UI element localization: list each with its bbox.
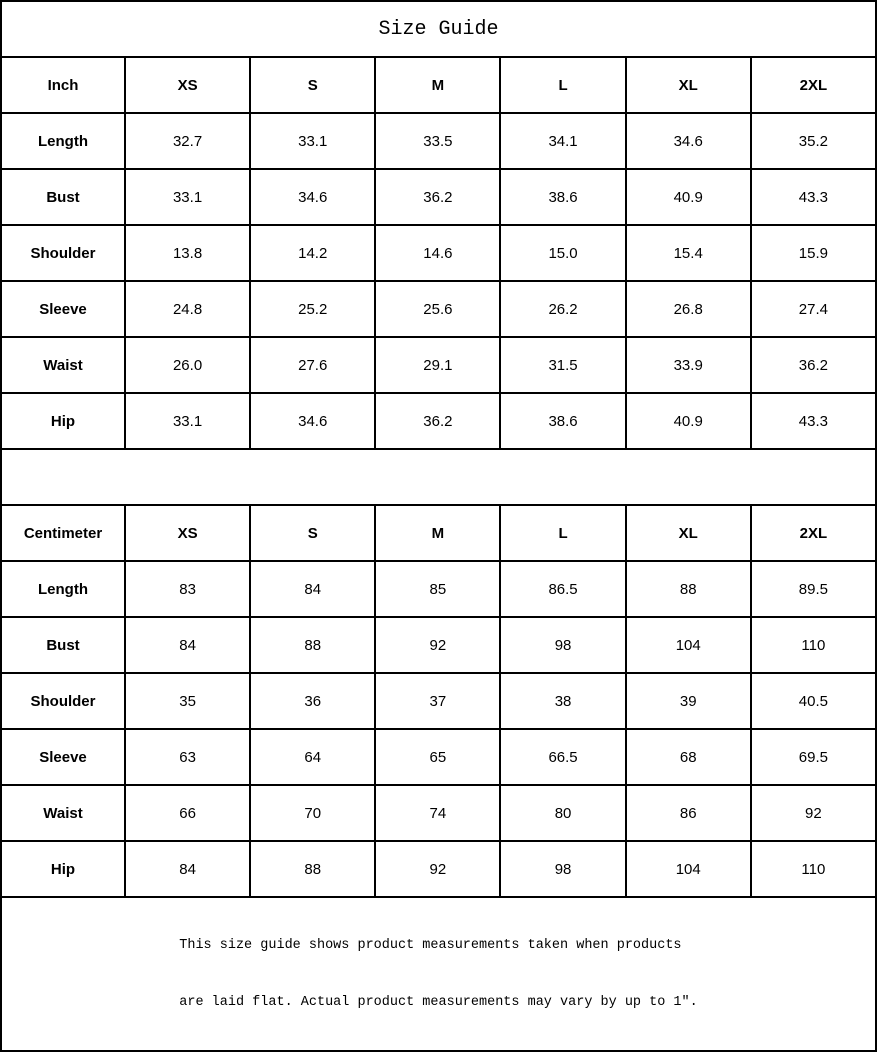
row-label-waist: Waist xyxy=(1,785,125,841)
table-row xyxy=(1,841,876,897)
footer-row xyxy=(1,897,876,1051)
table-row xyxy=(1,169,876,225)
table-cell: 34.6 xyxy=(626,113,751,169)
row-label-shoulder: Shoulder xyxy=(1,225,125,281)
table-cell: 92 xyxy=(375,617,500,673)
table-cell: 69.5 xyxy=(751,729,876,785)
table-cell: 110 xyxy=(751,617,876,673)
centimeter-header-row xyxy=(1,505,876,561)
table-row xyxy=(1,617,876,673)
table-cell: 83 xyxy=(125,561,250,617)
table-cell: 88 xyxy=(250,617,375,673)
table-cell: 86 xyxy=(626,785,751,841)
table-cell: 32.7 xyxy=(125,113,250,169)
table-cell: 74 xyxy=(375,785,500,841)
row-label-length: Length xyxy=(1,113,125,169)
inch-unit-label: Inch xyxy=(1,57,125,113)
table-cell: 89.5 xyxy=(751,561,876,617)
table-cell: 68 xyxy=(626,729,751,785)
table-row xyxy=(1,225,876,281)
table-cell: 34.6 xyxy=(250,393,375,449)
table-cell: 84 xyxy=(125,841,250,897)
table-cell: 35.2 xyxy=(751,113,876,169)
table-cell: 39 xyxy=(626,673,751,729)
table-row xyxy=(1,561,876,617)
table-cell: 98 xyxy=(500,841,625,897)
cm-col-m: M xyxy=(375,505,500,561)
table-cell: 34.6 xyxy=(250,169,375,225)
table-cell: 33.1 xyxy=(125,169,250,225)
title-row xyxy=(1,1,876,57)
table-cell: 15.4 xyxy=(626,225,751,281)
row-label-length: Length xyxy=(1,561,125,617)
table-cell: 84 xyxy=(250,561,375,617)
table-cell: 24.8 xyxy=(125,281,250,337)
row-label-sleeve: Sleeve xyxy=(1,729,125,785)
table-cell: 70 xyxy=(250,785,375,841)
inch-header-row xyxy=(1,57,876,113)
table-cell: 25.2 xyxy=(250,281,375,337)
table-cell: 84 xyxy=(125,617,250,673)
inch-col-2xl: 2XL xyxy=(751,57,876,113)
table-cell: 66 xyxy=(125,785,250,841)
table-cell: 38 xyxy=(500,673,625,729)
table-cell: 36 xyxy=(250,673,375,729)
table-cell: 14.6 xyxy=(375,225,500,281)
inch-col-xl: XL xyxy=(626,57,751,113)
table-cell: 37 xyxy=(375,673,500,729)
page-title: Size Guide xyxy=(1,1,876,57)
table-cell: 66.5 xyxy=(500,729,625,785)
table-cell: 26.2 xyxy=(500,281,625,337)
footer-note-line1: This size guide shows product measurements taken when products xyxy=(179,938,682,953)
table-cell: 92 xyxy=(751,785,876,841)
footer-note-line2: are laid flat. Actual product measurements may vary by up to 1″. xyxy=(179,995,698,1010)
table-cell: 35 xyxy=(125,673,250,729)
row-label-bust: Bust xyxy=(1,169,125,225)
table-cell: 36.2 xyxy=(375,393,500,449)
table-row xyxy=(1,729,876,785)
footer-note-text xyxy=(179,898,697,1050)
table-cell: 40.5 xyxy=(751,673,876,729)
table-cell: 98 xyxy=(500,617,625,673)
table-cell: 26.0 xyxy=(125,337,250,393)
row-label-sleeve: Sleeve xyxy=(1,281,125,337)
cm-col-xl: XL xyxy=(626,505,751,561)
table-cell: 110 xyxy=(751,841,876,897)
table-cell: 15.9 xyxy=(751,225,876,281)
table-cell: 33.5 xyxy=(375,113,500,169)
inch-col-xs: XS xyxy=(125,57,250,113)
table-cell: 31.5 xyxy=(500,337,625,393)
table-cell: 38.6 xyxy=(500,393,625,449)
cm-col-s: S xyxy=(250,505,375,561)
inch-col-s: S xyxy=(250,57,375,113)
row-label-hip: Hip xyxy=(1,841,125,897)
table-cell: 88 xyxy=(250,841,375,897)
inch-col-m: M xyxy=(375,57,500,113)
table-row xyxy=(1,785,876,841)
table-cell: 88 xyxy=(626,561,751,617)
table-cell: 43.3 xyxy=(751,393,876,449)
table-cell: 92 xyxy=(375,841,500,897)
table-cell: 80 xyxy=(500,785,625,841)
cm-col-xs: XS xyxy=(125,505,250,561)
table-cell: 104 xyxy=(626,617,751,673)
table-cell: 40.9 xyxy=(626,393,751,449)
table-cell: 63 xyxy=(125,729,250,785)
table-cell: 33.1 xyxy=(125,393,250,449)
spacer-row xyxy=(1,449,876,505)
table-cell: 65 xyxy=(375,729,500,785)
row-label-waist: Waist xyxy=(1,337,125,393)
table-row xyxy=(1,673,876,729)
table-cell: 29.1 xyxy=(375,337,500,393)
table-cell: 36.2 xyxy=(375,169,500,225)
table-row xyxy=(1,393,876,449)
spacer-cell xyxy=(1,449,876,505)
table-cell: 43.3 xyxy=(751,169,876,225)
table-cell: 85 xyxy=(375,561,500,617)
table-cell: 33.9 xyxy=(626,337,751,393)
table-cell: 104 xyxy=(626,841,751,897)
table-cell: 86.5 xyxy=(500,561,625,617)
row-label-bust: Bust xyxy=(1,617,125,673)
table-cell: 36.2 xyxy=(751,337,876,393)
table-row xyxy=(1,281,876,337)
row-label-hip: Hip xyxy=(1,393,125,449)
table-row xyxy=(1,113,876,169)
table-cell: 64 xyxy=(250,729,375,785)
table-row xyxy=(1,337,876,393)
table-cell: 40.9 xyxy=(626,169,751,225)
table-cell: 14.2 xyxy=(250,225,375,281)
centimeter-unit-label: Centimeter xyxy=(1,505,125,561)
inch-col-l: L xyxy=(500,57,625,113)
table-cell: 27.4 xyxy=(751,281,876,337)
row-label-shoulder: Shoulder xyxy=(1,673,125,729)
table-cell: 33.1 xyxy=(250,113,375,169)
cm-col-l: L xyxy=(500,505,625,561)
table-cell: 38.6 xyxy=(500,169,625,225)
table-cell: 25.6 xyxy=(375,281,500,337)
table-cell: 13.8 xyxy=(125,225,250,281)
table-cell: 27.6 xyxy=(250,337,375,393)
table-cell: 15.0 xyxy=(500,225,625,281)
table-cell: 34.1 xyxy=(500,113,625,169)
cm-col-2xl: 2XL xyxy=(751,505,876,561)
table-cell: 26.8 xyxy=(626,281,751,337)
footer-note xyxy=(1,897,876,1051)
